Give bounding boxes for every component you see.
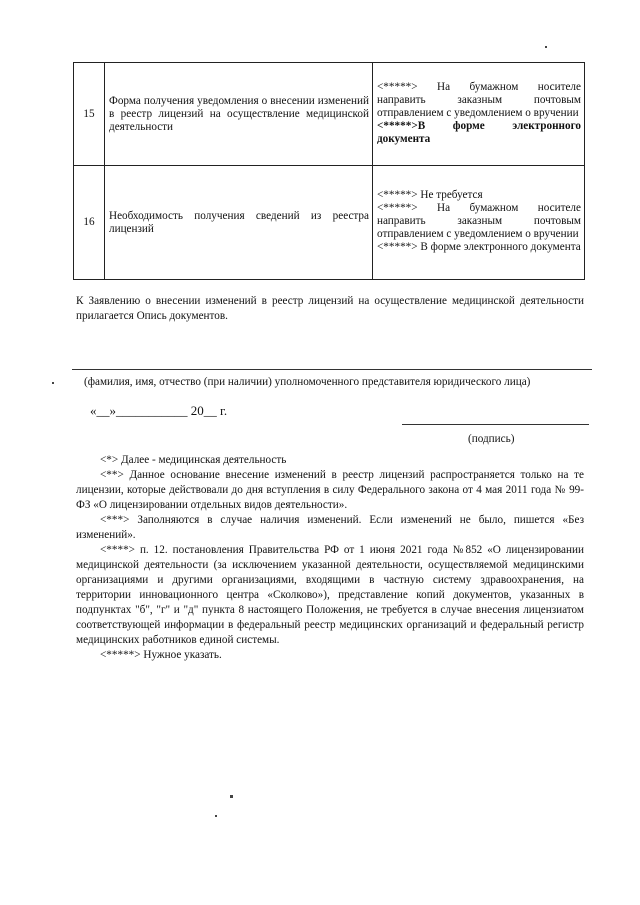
application-table	[73, 62, 585, 280]
option-paper: <*****> На бумажном носителе направить заказным почтовым отправлением с уведомлением о вручении	[377, 80, 581, 119]
option-paper: <*****> На бумажном носителе направить заказным почтовым отправлением с уведомлением о вручении	[377, 202, 581, 240]
scan-speck	[545, 46, 547, 48]
scan-speck	[215, 815, 217, 817]
scan-speck	[52, 382, 54, 384]
row-number: 15	[74, 63, 105, 166]
footnote: <**> Данное основание внесение изменений в реестр лицензий распространяется только на те лицензии, которые действовали до дня вступления в силу Федерального закона от 4 мая 2011 года № 99-ФЗ «О лицензировании отдельных видов деятельности».	[76, 469, 584, 511]
table-row	[74, 166, 585, 280]
name-caption: (фамилия, имя, отчество (при наличии) уполномоченного представителя юридического лица)	[84, 376, 531, 388]
option-electronic: <*****>В форме электронного документа	[377, 119, 581, 145]
footnote: <*> Далее - медицинская деятельность	[100, 454, 287, 466]
signature-caption: (подпись)	[468, 433, 515, 445]
attachment-paragraph: К Заявлению о внесении изменений в реестр лицензий на осуществление медицинской деятельности прилагается Опись документов.	[76, 295, 584, 322]
row-label: Форма получения уведомления о внесении изменений в реестр лицензий на осуществление медицинской деятельности	[105, 63, 373, 166]
row-label: Необходимость получения сведений из реестра лицензий	[105, 166, 373, 280]
signature-line	[402, 424, 589, 425]
footnote: <*****> Нужное указать.	[100, 649, 222, 661]
row-number: 16	[74, 166, 105, 280]
table-row	[74, 63, 585, 166]
row-options	[373, 166, 585, 280]
footnotes	[76, 453, 584, 663]
footnote: <****> п. 12. постановления Правительства РФ от 1 июня 2021 года №852 «О лицензировании медицинской деятельности (за исключением указанной деятельности, осуществляемой медицинскими организациями и другими организациями, входящими в частную систему здравоохранения, на территории инновационного центра «Сколково»), представление копий документов, указанных в подпунктах "б", "г" и "д" пункта 8 настоящего Положения, не требуется в случае внесения лицензиатом соответствующей информации в федеральный реестр медицинских организаций и федеральный регистр медицинских работников единой системы.	[76, 544, 584, 646]
date-line: «__»___________ 20__ г.	[90, 403, 228, 418]
footnote: <***> Заполняются в случае наличия изменений. Если изменений не было, пишется «Без изменений».	[76, 514, 584, 541]
scan-speck	[230, 795, 233, 798]
row-options	[373, 63, 585, 166]
name-signature-line	[72, 369, 592, 370]
option-not-required: <*****> Не требуется	[377, 189, 483, 201]
option-electronic: <*****> В форме электронного документа	[377, 241, 581, 253]
